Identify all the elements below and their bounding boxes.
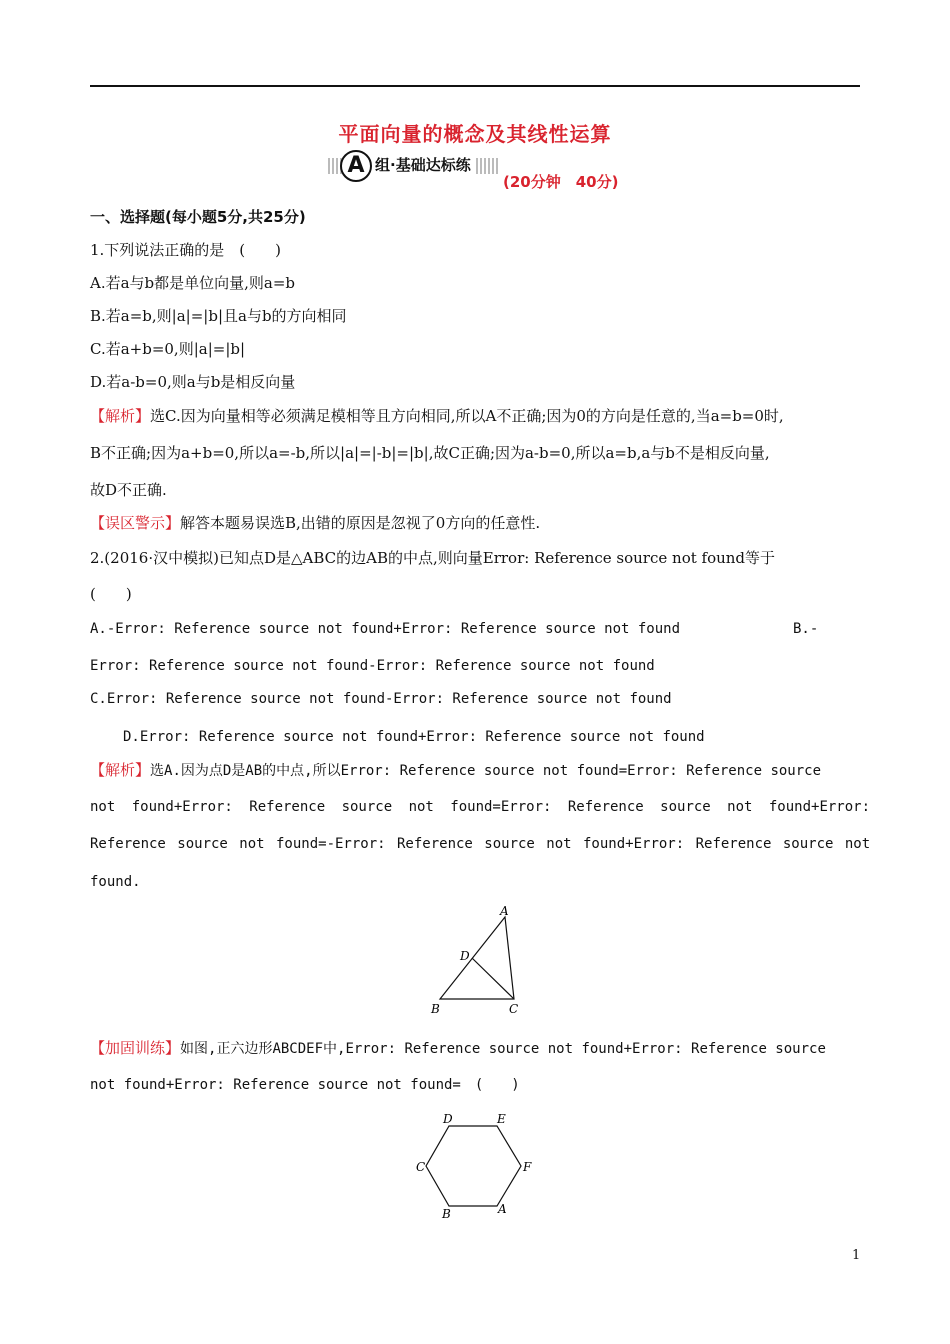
badge-letter: A <box>340 150 372 182</box>
page-number: 1 <box>852 1248 861 1263</box>
q2-option-a: A.-Error: Reference source not found+Error: Reference source not found <box>90 621 681 637</box>
practice-text: 如图,正六边形ABCDEF中,Error: Reference source not found+Error: Reference source <box>180 1041 826 1057</box>
label-b: B <box>442 1207 451 1221</box>
q2-analysis-line-2: not found+Error: Reference source not found=Error: Reference source not found+Error: <box>90 799 871 815</box>
q1-stem: 1.下列说法正确的是 ( ) <box>90 241 282 259</box>
analysis-text: 选A.因为点D是AB的中点,所以Error: Reference source not found=Error: Reference source <box>150 763 822 779</box>
q1-analysis-line-3: 故D不正确. <box>90 481 167 499</box>
practice-line-1 <box>90 1038 826 1059</box>
analysis-tag: 【解析】 <box>90 761 151 779</box>
label-d: D <box>460 949 470 963</box>
triangle-figure <box>425 900 535 1022</box>
group-badge <box>328 148 500 184</box>
practice-tag: 【加固训练】 <box>90 1039 181 1057</box>
page-title: 平面向量的概念及其线性运算 <box>338 122 612 146</box>
header-rule <box>90 85 860 87</box>
label-a: A <box>498 1202 507 1216</box>
hexagon-abcdef <box>426 1126 521 1206</box>
label-c: C <box>416 1160 426 1174</box>
q1-option-a: A.若a与b都是单位向量,则a=b <box>90 274 296 292</box>
q1-analysis-line-1 <box>90 406 784 426</box>
q2-option-c: C.Error: Reference source not found-Error: Reference source not found <box>90 691 672 707</box>
q2-option-b: Error: Reference source not found-Error: Reference source not found <box>90 658 655 674</box>
q1-option-c: C.若a+b=0,则|a|=|b| <box>90 340 246 358</box>
badge-label: 组·基础达标练 <box>372 154 474 175</box>
q2-stem-line-1: 2.(2016·汉中模拟)已知点D是△ABC的边AB的中点,则向量Error: Reference source not found等于 <box>90 549 776 567</box>
label-d: D <box>443 1112 453 1126</box>
hexagon-figure <box>410 1108 540 1226</box>
label-b: B <box>431 1002 440 1016</box>
label-f: F <box>523 1160 532 1174</box>
q2-analysis-line-4: found. <box>90 874 141 890</box>
label-e: E <box>497 1112 506 1126</box>
triangle-abc <box>440 917 514 999</box>
warning-text: 解答本题易误选B,出错的原因是忽视了0方向的任意性. <box>180 514 541 532</box>
segment-dc <box>472 958 514 999</box>
section-heading: 一、选择题(每小题5分,共25分) <box>90 208 306 226</box>
practice-line-2: not found+Error: Reference source not found= ( ) <box>90 1077 520 1093</box>
q2-stem-line-2: ( ) <box>90 585 132 603</box>
q1-analysis-line-2: B不正确;因为a+b=0,所以a=-b,所以|a|=|-b|=|b|,故C正确;因为a-b=0,所以a=b,a与b不是相反向量, <box>90 444 770 462</box>
timing-note: (20分钟 40分) <box>503 173 619 191</box>
q2-analysis-line-1 <box>90 760 821 781</box>
q2-option-b-prefix: B.- <box>793 621 819 637</box>
q2-option-d: D.Error: Reference source not found+Error: Reference source not found <box>123 729 705 745</box>
q1-warning <box>90 513 540 533</box>
label-a: A <box>500 904 509 918</box>
warning-tag: 【误区警示】 <box>90 514 181 532</box>
analysis-text: 选C.因为向量相等必须满足模相等且方向相同,所以A不正确;因为0的方向是任意的,当a=b=0时, <box>150 407 784 425</box>
label-c: C <box>509 1002 519 1016</box>
q1-option-d: D.若a-b=0,则a与b是相反向量 <box>90 373 296 391</box>
analysis-tag: 【解析】 <box>90 407 151 425</box>
q1-option-b: B.若a=b,则|a|=|b|且a与b的方向相同 <box>90 307 347 325</box>
q2-analysis-line-3: Reference source not found=-Error: Reference source not found+Error: Reference source not <box>90 836 871 852</box>
